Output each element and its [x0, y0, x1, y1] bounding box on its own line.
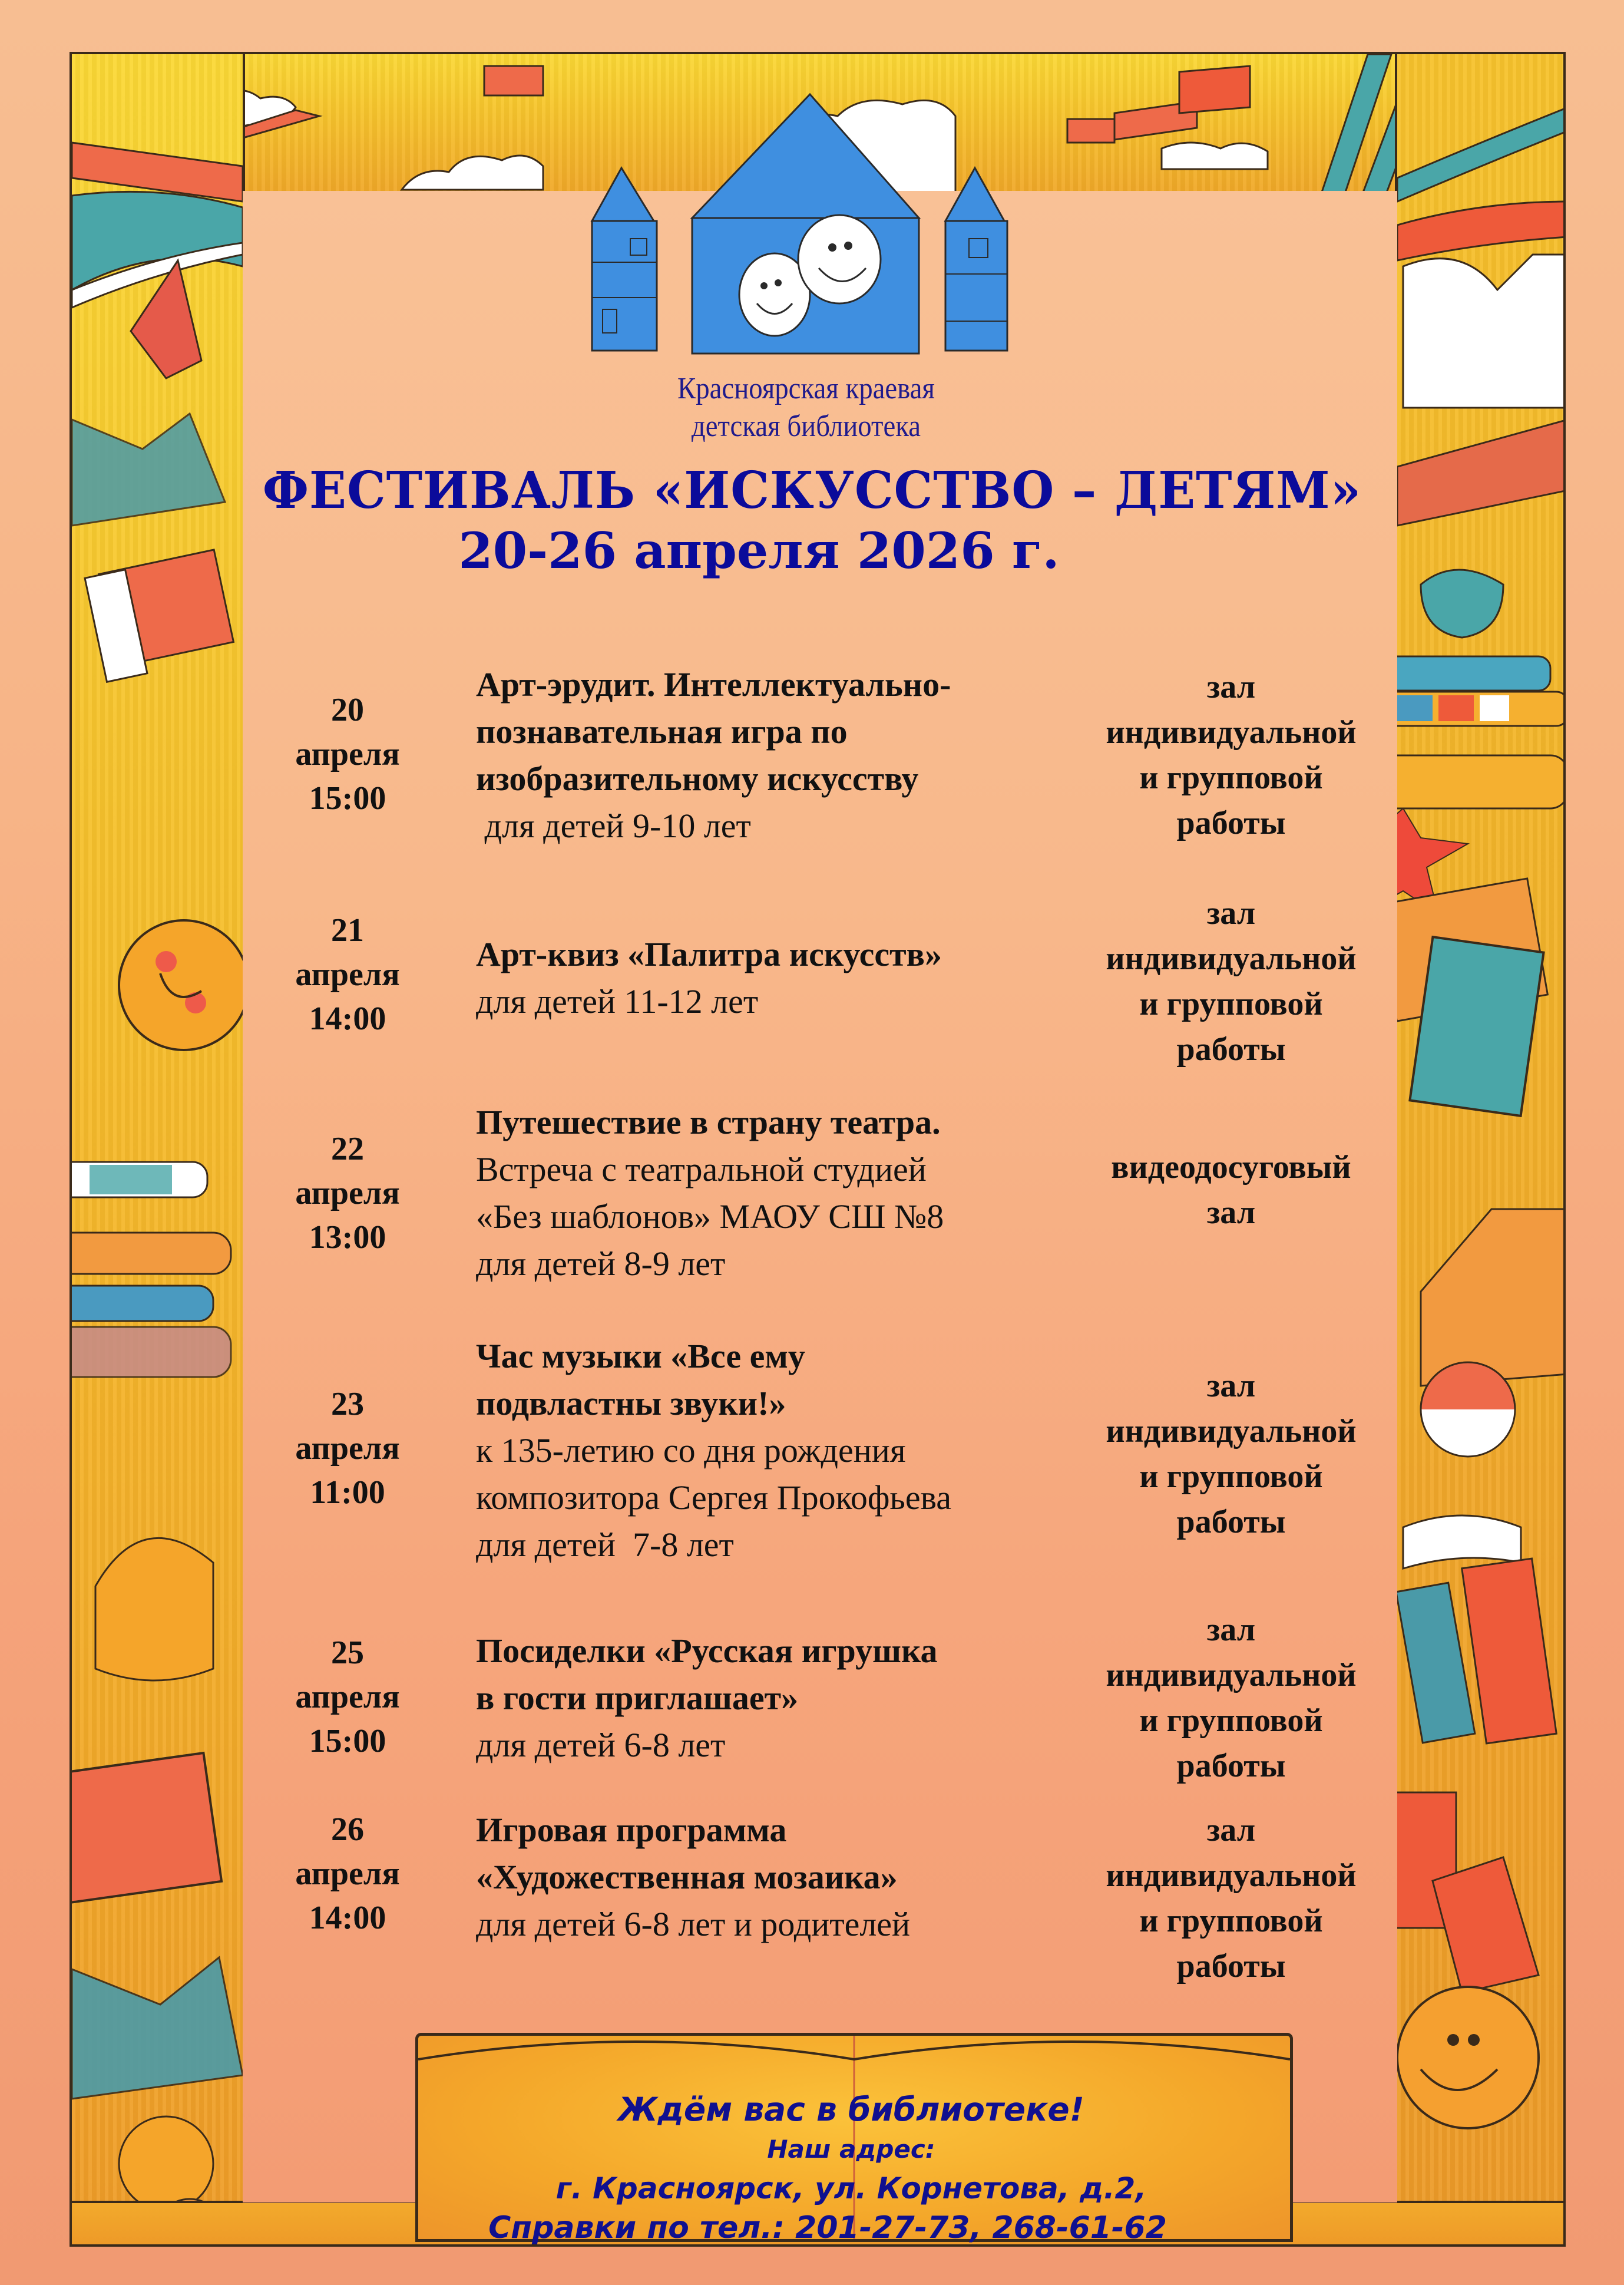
event-date [289, 1382, 406, 1515]
event-room: зал индивидуальной и групповой работы [1106, 1612, 1357, 1784]
event-date [289, 1127, 406, 1260]
event-description [476, 1627, 1065, 1769]
event-day: 22 [331, 1131, 364, 1167]
event-description [476, 1099, 1065, 1287]
event-date [289, 688, 406, 821]
library-name-line2: детская библиотека [691, 410, 921, 443]
event-title: Посиделки «Русская игрушка [476, 1632, 938, 1670]
event-day: 23 [331, 1386, 364, 1422]
event-audience: для детей 9-10 лет [476, 807, 751, 845]
event-day: 25 [331, 1634, 364, 1671]
address-text: г. Красноярск, ул. Корнетова, д.2, [555, 2171, 1147, 2205]
event-title: Игровая программа [476, 1811, 787, 1849]
event-title: изобразительному искусству [476, 760, 919, 798]
event-month: апреля [295, 1855, 400, 1892]
event-time: 13:00 [309, 1219, 386, 1256]
library-name-line1: Красноярская краевая [677, 372, 935, 405]
event-audience: для детей 11-12 лет [476, 982, 759, 1021]
event-month: апреля [295, 1679, 400, 1715]
event-title: «Художественная мозаика» [476, 1858, 898, 1896]
event-time: 15:00 [309, 1723, 386, 1759]
event-date [289, 909, 406, 1041]
event-time: 11:00 [310, 1474, 385, 1511]
event-room: видеодосуговый зал [1111, 1149, 1351, 1231]
event-detail: «Без шаблонов» МАОУ СШ №8 [476, 1197, 944, 1236]
event-month: апреля [295, 736, 400, 772]
event-detail: к 135-летию со дня рождения [476, 1431, 906, 1470]
event-description [476, 1333, 1065, 1569]
phone-text: Справки по тел.: 201-27-73, 268-61-62 [488, 2210, 1167, 2246]
event-detail: Встреча с театральной студией [476, 1150, 927, 1188]
castle-illustration [586, 62, 1016, 368]
address-label: Наш адрес: [767, 2135, 935, 2164]
event-title: Час музыки «Все ему [476, 1337, 805, 1375]
festival-dates: 20-26 апреля 2026 г. [458, 521, 1060, 580]
event-description [476, 1807, 1065, 1948]
event-time: 14:00 [309, 1000, 386, 1037]
festival-title: ФЕСТИВАЛЬ «ИСКУССТВО – ДЕТЯМ» [262, 461, 1362, 520]
event-day: 21 [331, 912, 364, 949]
event-room: зал индивидуальной и групповой работы [1106, 1812, 1357, 1984]
schedule-row [289, 1103, 1396, 1299]
schedule-row [289, 1326, 1396, 1573]
event-day: 26 [331, 1811, 364, 1848]
event-title: Путешествие в страну театра. [476, 1103, 941, 1141]
event-audience: для детей 6-8 лет [476, 1726, 726, 1764]
schedule-row [289, 897, 1396, 1079]
event-date [289, 1808, 406, 1940]
event-description [476, 931, 1065, 1025]
event-time: 15:00 [309, 780, 386, 817]
event-time: 14:00 [309, 1900, 386, 1936]
event-month: апреля [295, 1430, 400, 1467]
schedule-row [289, 1613, 1396, 1796]
event-title: подвластны звуки!» [476, 1384, 786, 1422]
event-title: в гости приглашает» [476, 1679, 799, 1717]
event-date [289, 1631, 406, 1764]
event-detail: композитора Сергея Прокофьева [476, 1478, 951, 1517]
event-room: зал индивидуальной и групповой работы [1106, 895, 1357, 1068]
event-title: познавательная игра по [476, 712, 848, 751]
event-month: апреля [295, 1175, 400, 1211]
event-audience: для детей 6-8 лет и родителей [476, 1905, 911, 1943]
event-title: Арт-эрудит. Интеллектуально- [476, 665, 951, 704]
schedule-row [289, 1808, 1396, 1996]
event-description [476, 661, 1065, 850]
event-room: зал индивидуальной и групповой работы [1106, 1368, 1357, 1540]
event-audience: для детей 7-8 лет [476, 1525, 734, 1564]
event-audience: для детей 8-9 лет [476, 1244, 726, 1283]
event-title: Арт-квиз «Палитра искусств» [476, 935, 942, 973]
event-day: 20 [331, 692, 364, 728]
event-month: апреля [295, 956, 400, 993]
schedule-row [289, 665, 1396, 859]
event-room: зал индивидуальной и групповой работы [1106, 669, 1357, 841]
welcome-text: Ждём вас в библиотеке! [618, 2091, 1084, 2128]
